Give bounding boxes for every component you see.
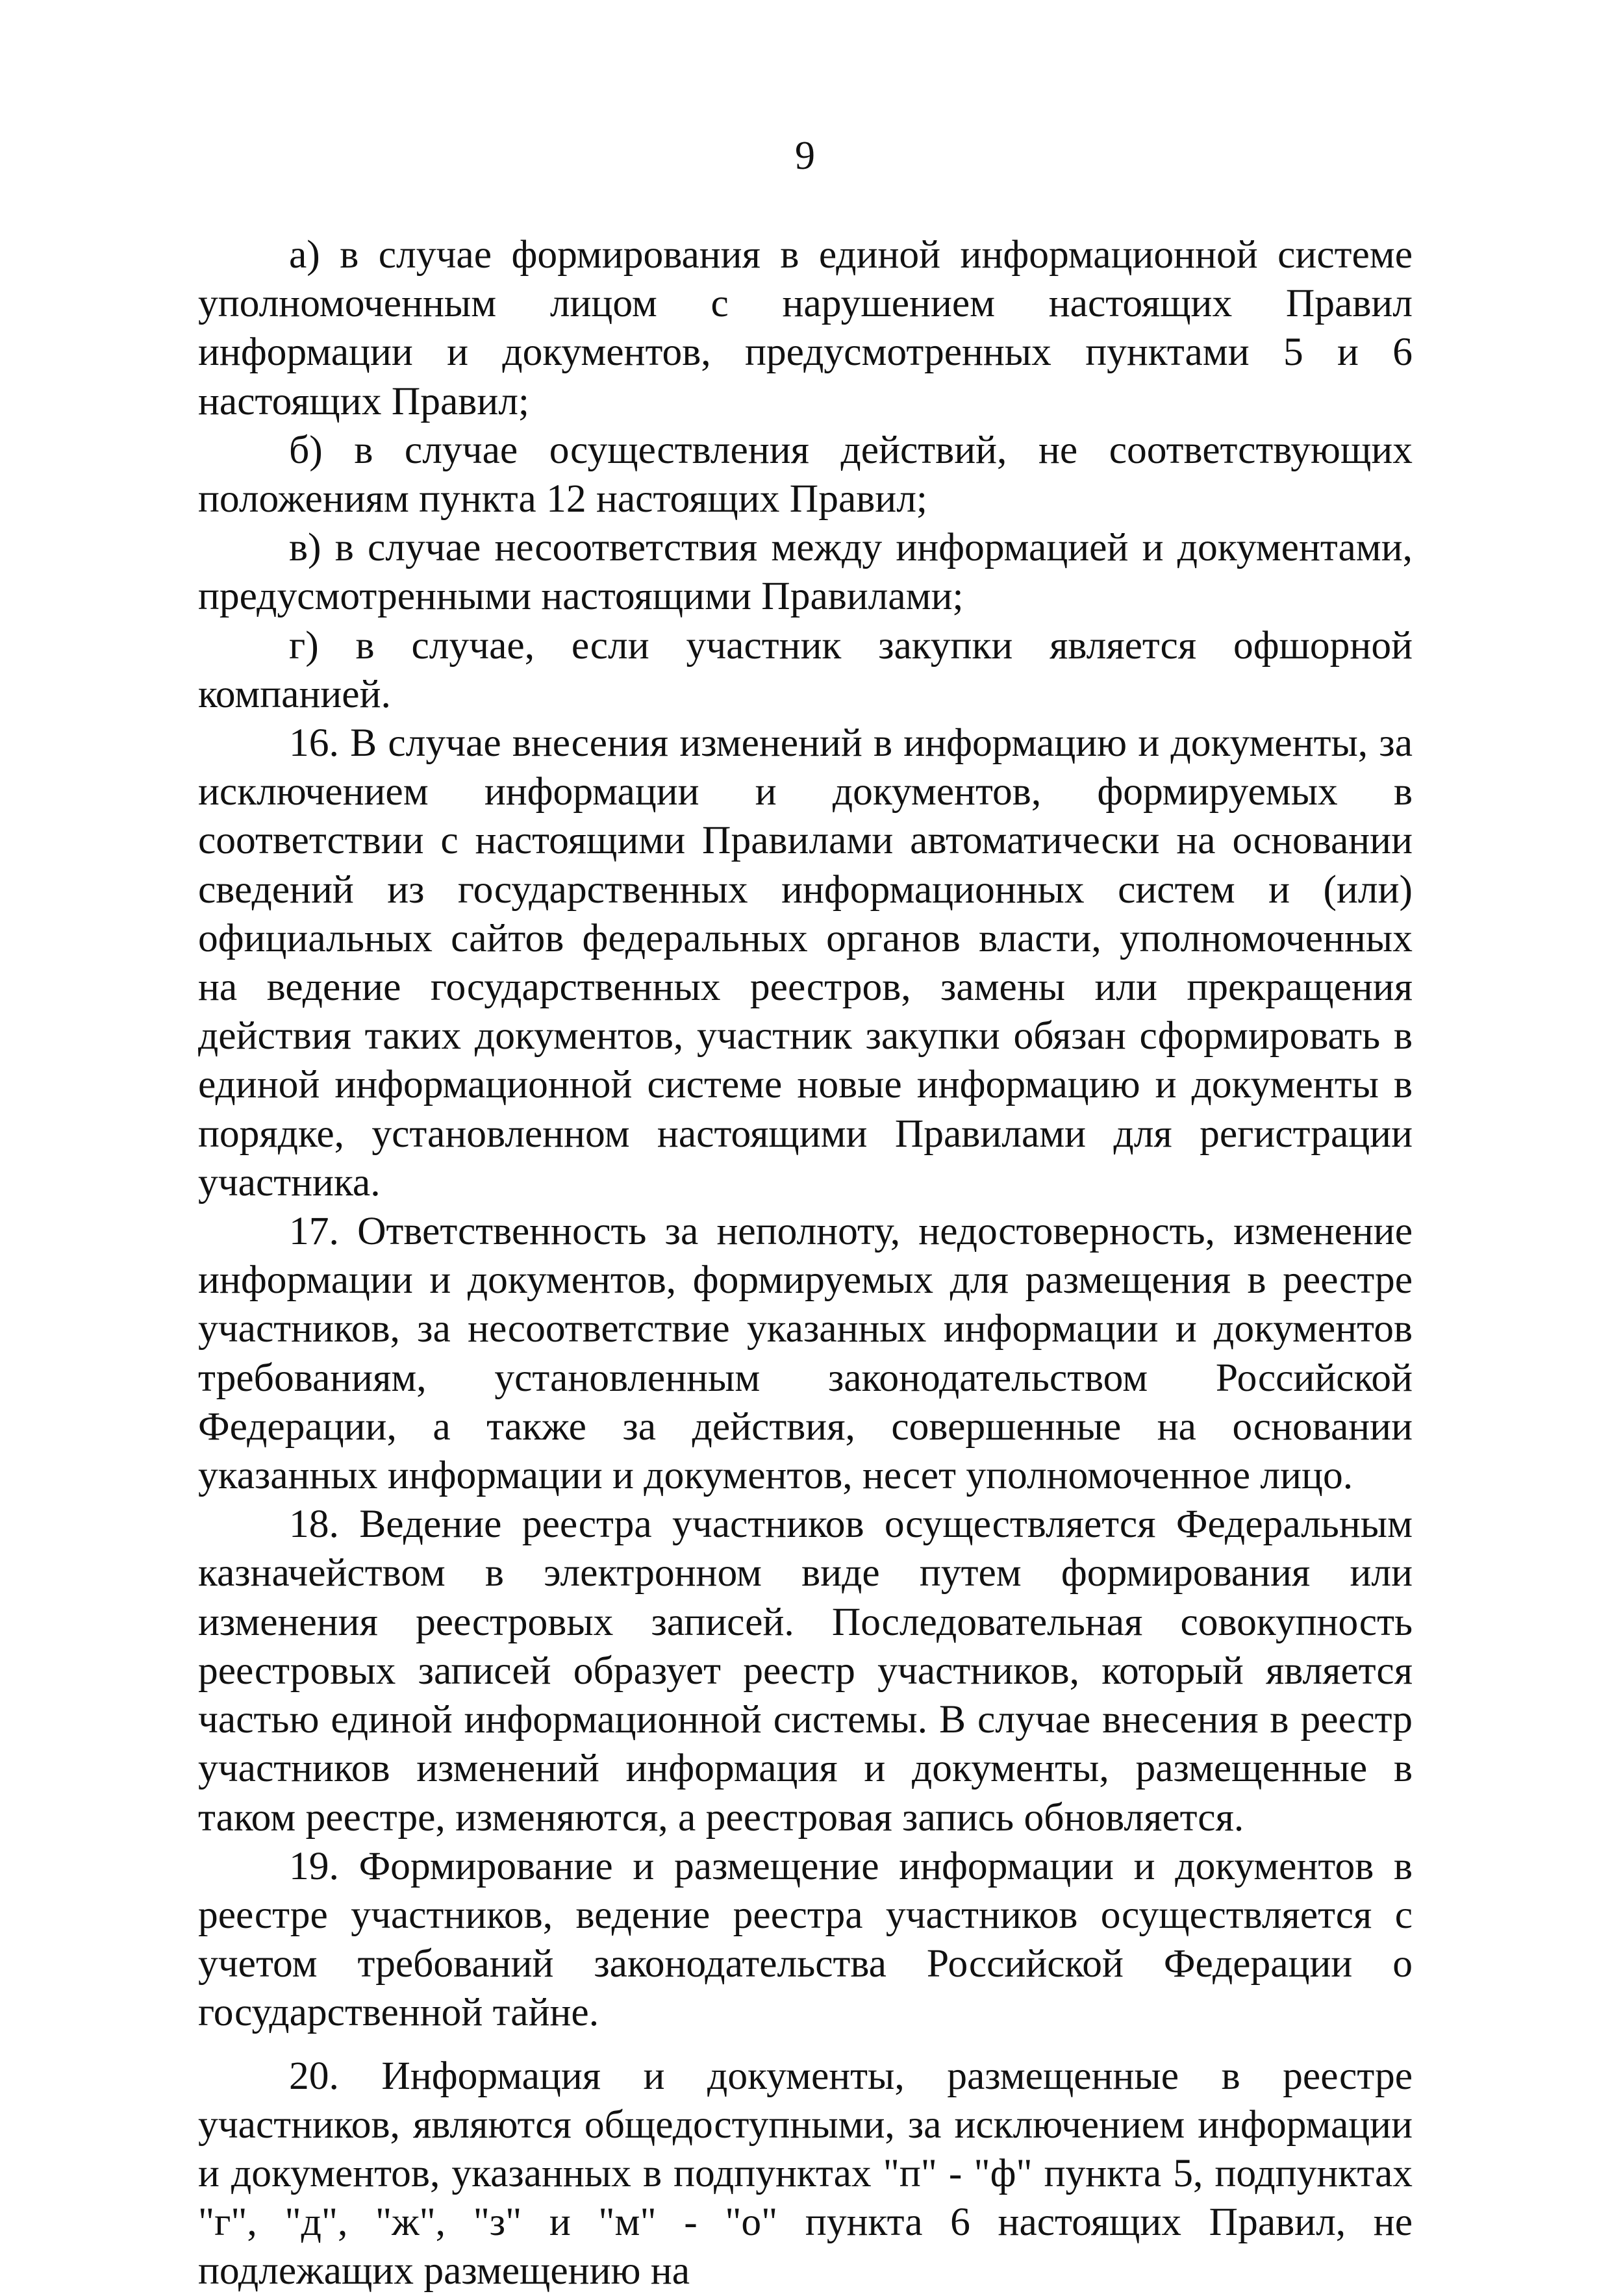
paragraph-17: 17. Ответственность за неполноту, недостоверность, изменение информации и документов, формируемых для размещения в реестре участников, за несоответствие указанных информации и документов требованиям, установленным законодательством Российской Федерации, а также за действия, совершенные на основании указанных информации и документов, несет уполномоченное лицо.	[198, 1209, 1413, 1498]
paragraph-subitem-a: а) в случае формирования в единой информационной системе уполномоченным лицом с нарушением настоящих Правил информации и документов, предусмотренных пунктами 5 и 6 настоящих Правил;	[198, 232, 1413, 423]
document-body	[198, 231, 1413, 2296]
page-number: 9	[795, 134, 815, 178]
paragraph-subitem-g: г) в случае, если участник закупки является офшорной компанией.	[198, 623, 1413, 716]
paragraph-16: 16. В случае внесения изменений в информацию и документы, за исключением информации и документов, формируемых в соответствии с настоящими Правилами автоматически на основании сведений из государственных информационных систем и (или) официальных сайтов федеральных органов власти, уполномоченных на ведение государственных реестров, замены или прекращения действия таких документов, участник закупки обязан сформировать в единой информационной системе новые информацию и документы в порядке, установленном настоящими Правилами для регистрации участника.	[198, 721, 1413, 1204]
paragraph-18: 18. Ведение реестра участников осуществляется Федеральным казначейством в электронном виде путем формирования или изменения реестровых записей. Последовательная совокупность реестровых записей образует реестр участников, который является частью единой информационной системы. В случае внесения в реестр участников изменений информация и документы, размещенные в таком реестре, изменяются, а реестровая запись обновляется.	[198, 1502, 1413, 1840]
paragraph-19: 19. Формирование и размещение информации и документов в реестре участников, ведение реестра участников осуществляется с учетом требований законодательства Российской Федерации о государственной тайне.	[198, 1843, 1413, 2035]
paragraph-subitem-b: б) в случае осуществления действий, не соответствующих положениям пункта 12 настоящих Правил;	[198, 427, 1413, 521]
paragraph-20: 20. Информация и документы, размещенные в реестре участников, являются общедоступными, за исключением информации и документов, указанных в подпунктах "п" - "ф" пункта 5, подпунктах "г", "д", "ж", "з" и "м" - "о" пункта 6 настоящих Правил, не подлежащих размещению на	[198, 2053, 1413, 2293]
paragraph-subitem-v: в) в случае несоответствия между информацией и документами, предусмотренными настоящими Правилами;	[198, 525, 1413, 619]
